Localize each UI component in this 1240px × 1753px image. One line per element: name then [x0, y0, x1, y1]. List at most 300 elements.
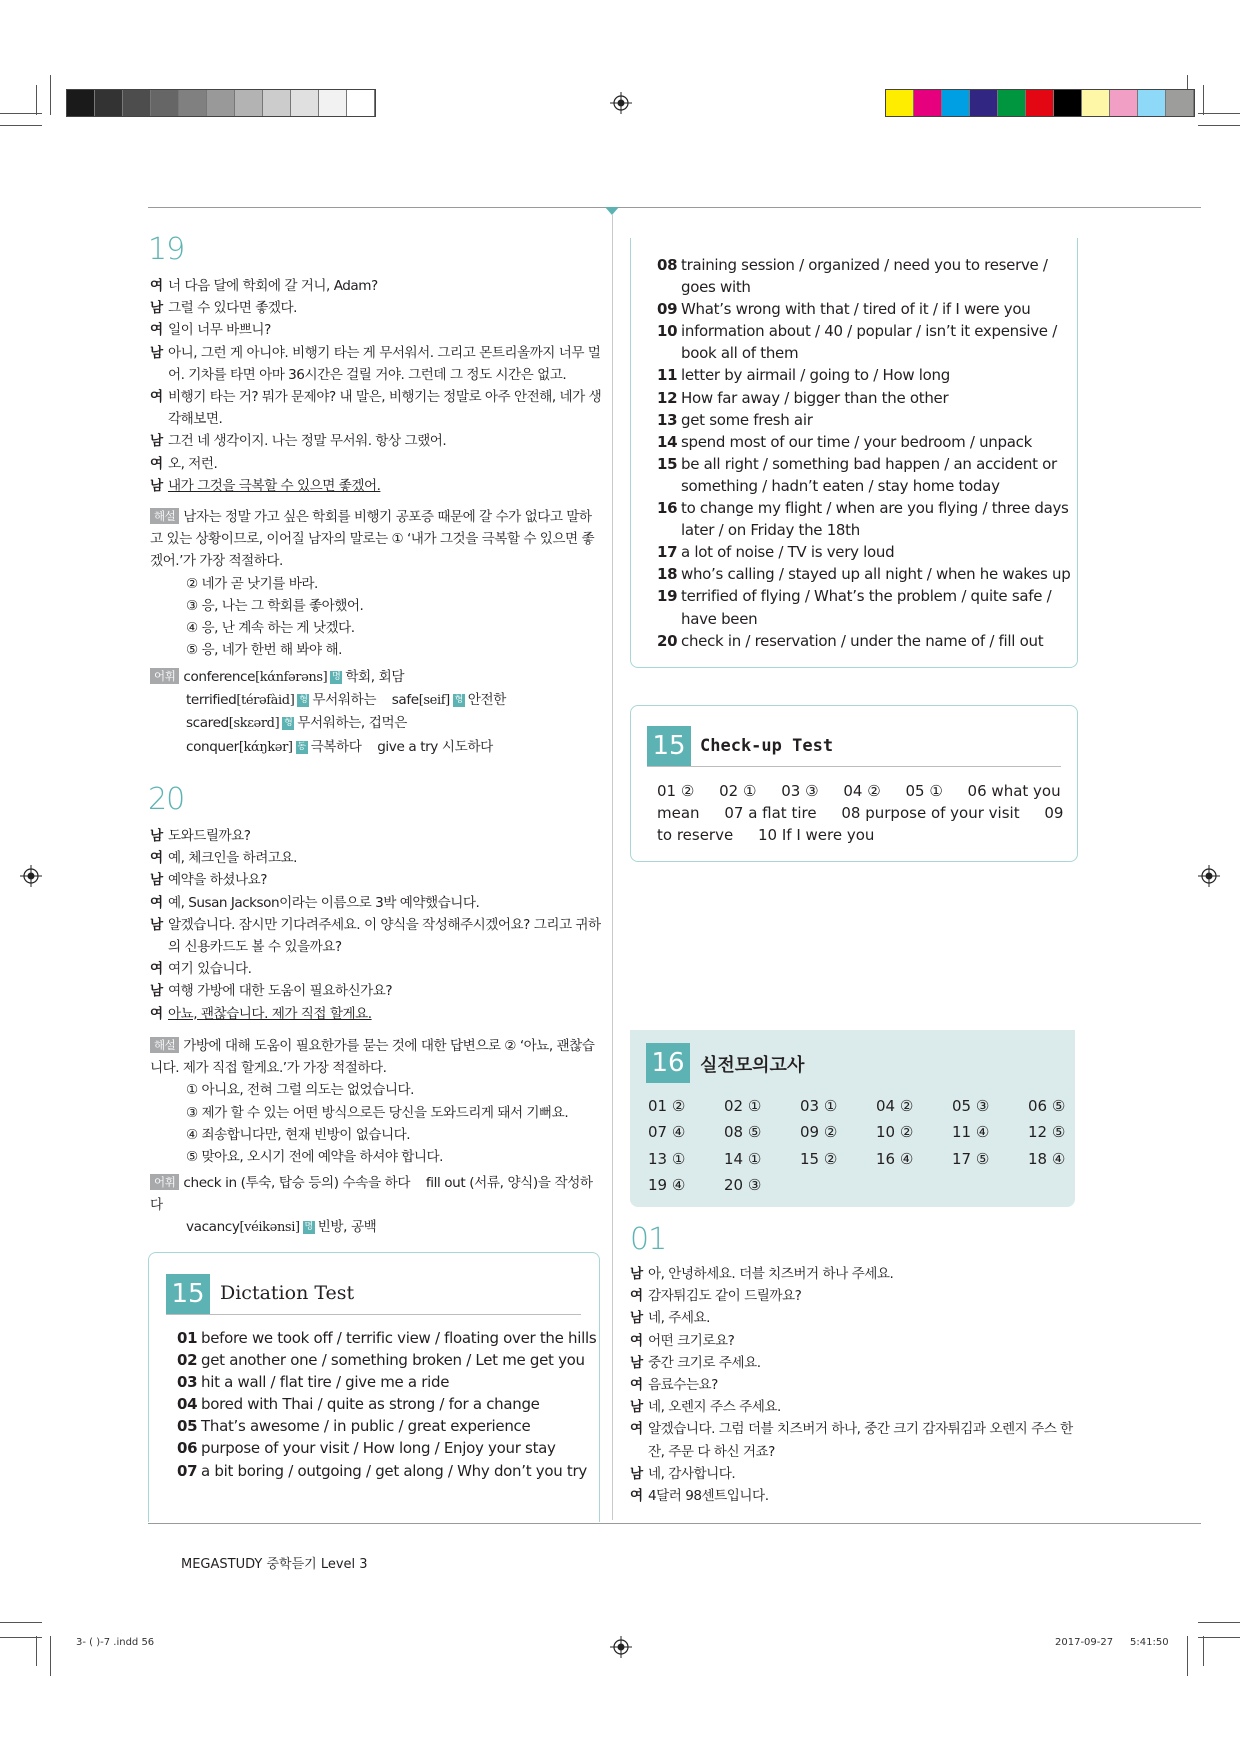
title-rule [647, 766, 1061, 767]
dialogue-text: 음료수는요? [648, 1377, 718, 1394]
vocab-meaning: 시도하다 [441, 738, 493, 755]
answer-value: ① [742, 782, 757, 800]
item-number: 02 [177, 1351, 198, 1370]
slug-file: 3- ( )-7 .indd 56 [76, 1637, 155, 1648]
answer-number: 01 [657, 782, 677, 800]
explanation-text: 남자는 정말 가고 싶은 학회를 비행기 공포증 때문에 갈 수가 없다고 말하고 있는 상황이므로, 이어질 남자의 말로는 ① ‘내가 그것을 극복할 수 있으면 좋겠어.’가 가장 적절하다. [150, 509, 595, 570]
crop-mark [1203, 1636, 1204, 1666]
dialogue-line [630, 1485, 1080, 1507]
vocab-meaning: 무서워하는 [312, 692, 377, 709]
unit-badge: 15 [647, 726, 691, 766]
answer-value: ⑤ [1051, 1123, 1066, 1142]
item-number: 07 [177, 1461, 198, 1480]
answer-number: 04 [876, 1097, 896, 1115]
dialogue-line [630, 1285, 1080, 1307]
crop-mark [36, 1636, 37, 1666]
vocab-word: vacancy [186, 1219, 240, 1236]
speaker-label: 남 [630, 1399, 643, 1416]
answer-value: ④ [671, 1123, 686, 1142]
answer-number: 05 [952, 1097, 972, 1115]
item-number: 12 [657, 388, 678, 407]
answer-number: 19 [648, 1175, 668, 1194]
answer-value: ② [823, 1149, 838, 1168]
pos-badge: 형 [284, 718, 293, 729]
color-swatch [886, 90, 914, 116]
dialogue-line [150, 892, 602, 914]
dialogue-text: 너 다음 달에 학회에 갈 거니, Adam? [168, 278, 378, 294]
pos-badge: 명 [332, 672, 341, 682]
pos-badge: 명 [304, 1222, 313, 1233]
speaker-label: 여 [150, 278, 163, 294]
color-swatch [1110, 90, 1138, 116]
answer-value: ① [823, 1097, 838, 1115]
mock-answer [1028, 1095, 1104, 1117]
dictation-item [657, 387, 1072, 409]
item-answer: hit a wall / flat tire / give me a ride [201, 1373, 450, 1392]
vocab-word: conference [183, 669, 256, 685]
speaker-label: 여 [630, 1421, 643, 1438]
option: ③ 응, 나는 그 학회를 좋아했어. [186, 597, 364, 614]
mock-answer [952, 1121, 1028, 1143]
column-divider [612, 215, 613, 1520]
mock-answer [648, 1121, 724, 1143]
checkup-answer [657, 782, 694, 800]
answer-value: ① [747, 1149, 762, 1168]
dictation-item [177, 1415, 597, 1437]
mock-answer [1028, 1148, 1104, 1170]
answer-number: 11 [952, 1123, 972, 1142]
answer-number: 16 [876, 1149, 896, 1168]
answer-value: ② [867, 782, 881, 800]
dialogue-text: 알겠습니다. 그럼 더블 치즈버거 하나, 중간 크기 감자튀김과 오렌지 주스 한 잔, 주문 다 하신 거죠? [648, 1421, 1073, 1460]
registration-mark-icon [20, 865, 42, 887]
speaker-label: 남 [150, 916, 163, 933]
explanation-tag: 해설 [150, 508, 179, 524]
answer-number: 04 [843, 782, 863, 800]
item-answer: letter by airmail / going to / How long [681, 366, 950, 385]
mock-answer [876, 1095, 952, 1117]
dialogue-text: 오, 저런. [168, 455, 218, 472]
item-number: 03 [177, 1373, 198, 1392]
crop-mark [36, 85, 37, 115]
dialogue-line [150, 980, 602, 1002]
explanation-20 [150, 1035, 602, 1168]
answer-value: purpose of your visit [865, 804, 1020, 822]
color-swatch [942, 90, 970, 116]
answer-number: 15 [800, 1149, 820, 1168]
answer-value: ⑤ [975, 1149, 990, 1168]
dialogue-line [630, 1330, 1080, 1352]
dialogue-text: 아니, 그런 게 아니야. 비행기 타는 게 무서워서. 그리고 몬트리올까지 너무 멀어. 기차를 타면 아마 36시간은 걸릴 거야. 그런데 그 정도 시간은 없고. [168, 344, 601, 383]
mock-answer [876, 1148, 952, 1170]
dictation-item [657, 541, 1072, 563]
dialogue-text: 네, 감사합니다. [648, 1465, 736, 1482]
speaker-label: 남 [630, 1465, 643, 1482]
vocab-meaning: 극복하다 [310, 738, 362, 755]
dictation-item [177, 1460, 597, 1482]
dialogue-text: 어떤 크기로요? [648, 1332, 735, 1349]
answer-number: 01 [648, 1097, 668, 1115]
vocab-meaning: 빈방, 공백 [317, 1219, 377, 1236]
dialogue-line [150, 475, 602, 497]
dialogue-text: 중간 크기로 주세요. [648, 1354, 761, 1371]
dialogue-text: 내가 그것을 극복할 수 있으면 좋겠어. [168, 477, 381, 494]
answer-number: 07 [724, 804, 744, 822]
item-answer: That’s awesome / in public / great experience [201, 1417, 531, 1436]
dictation-item [657, 320, 1072, 364]
item-answer: to change my flight / when are you flying / three days later / on Friday the 18th [681, 499, 1069, 540]
item-number: 20 [657, 631, 678, 650]
vocab-meaning: (투숙, 탑승 등의) 수속을 하다 [240, 1175, 411, 1191]
dialogue-line [630, 1352, 1080, 1374]
dialogue-text: 여기 있습니다. [168, 961, 252, 978]
explanation-19 [150, 506, 602, 661]
option: ③ 제가 할 수 있는 어떤 방식으로든 당신을 도와드리게 돼서 기뻐요. [186, 1104, 569, 1121]
crop-mark [1198, 1637, 1240, 1638]
color-swatch [319, 90, 347, 116]
answer-value: ④ [975, 1123, 990, 1142]
item-answer: a lot of noise / TV is very loud [681, 543, 895, 562]
pos-badge: 형 [454, 695, 463, 706]
speaker-label: 여 [630, 1288, 643, 1305]
item-answer: information about / 40 / popular / isn’t it expensive / book all of them [681, 322, 1057, 363]
dictation-item [657, 364, 1072, 386]
option: ② 네가 곧 낫기를 바라. [186, 575, 318, 592]
mock-answer [952, 1148, 1028, 1170]
dialogue-19 [150, 275, 602, 497]
color-swatch [263, 90, 291, 116]
speaker-label: 남 [630, 1310, 643, 1327]
bottom-rule [148, 1523, 1201, 1524]
dialogue-line [150, 869, 602, 891]
checkup-answer [781, 782, 818, 800]
answer-number: 12 [1028, 1123, 1048, 1142]
item-answer: be all right / something bad happen / an accident or something / hadn’t eaten / stay home today [681, 454, 1057, 495]
answer-number: 09 [800, 1123, 820, 1142]
speaker-label: 남 [150, 872, 163, 889]
dialogue-text: 아뇨, 괜찮습니다. 제가 직접 할게요. [168, 1005, 372, 1022]
dialogue-01 [630, 1263, 1080, 1507]
color-swatch [1138, 90, 1166, 116]
answer-value: ③ [805, 782, 819, 800]
vocab-ipa: [skɛərd] [228, 716, 280, 732]
vocab-ipa: [véikənsi] [239, 1220, 300, 1236]
vocab-ipa: [kάnfərəns] [255, 670, 328, 685]
answer-number: 18 [1028, 1149, 1048, 1168]
vocab-word: check in [183, 1175, 237, 1191]
item-number: 04 [177, 1395, 198, 1414]
dialogue-line [630, 1396, 1080, 1418]
item-answer: before we took off / terrific view / floating over the hills [201, 1329, 597, 1347]
vocab-ipa: [kάŋkər] [238, 739, 293, 755]
answer-value: ① [929, 782, 943, 800]
dictation-item [657, 431, 1072, 453]
box-title: Check-up Test [700, 736, 834, 756]
crop-mark [1187, 1636, 1188, 1676]
dialogue-text: 예약을 하셨나요? [168, 872, 267, 889]
vocab-word: terrified [186, 692, 237, 709]
mock-test-answers [648, 1095, 1078, 1196]
item-number: 08 [657, 256, 678, 274]
item-answer: get another one / something broken / Let me get you [201, 1351, 585, 1370]
item-answer: who’s calling / stayed up all night / when he wakes up [681, 565, 1071, 584]
item-number: 18 [657, 565, 678, 584]
dialogue-line [150, 386, 602, 430]
color-swatch [123, 90, 151, 116]
answer-value: what you mean [657, 782, 1061, 822]
speaker-label: 남 [630, 1354, 643, 1371]
checkup-answer [719, 782, 756, 800]
dictation-item [177, 1393, 597, 1415]
speaker-label: 여 [150, 455, 163, 472]
color-swatch [1082, 90, 1110, 116]
speaker-label: 남 [150, 983, 163, 1000]
registration-mark-icon [1198, 865, 1220, 887]
item-number: 19 [657, 587, 678, 606]
answer-number: 20 [724, 1175, 744, 1194]
item-answer: training session / organized / need you to reserve / goes with [681, 256, 1048, 297]
mock-answer [800, 1148, 876, 1170]
box-title: 실전모의고사 [700, 1055, 805, 1076]
dictation-item [177, 1437, 597, 1459]
top-rule [148, 207, 1201, 208]
color-swatch [179, 90, 207, 116]
answer-number: 08 [724, 1123, 744, 1142]
speaker-label: 여 [150, 322, 163, 339]
crop-mark [1198, 113, 1240, 114]
answer-value: to reserve [657, 826, 734, 844]
dialogue-line [630, 1307, 1080, 1329]
mock-answer [800, 1095, 876, 1117]
answer-value: ⑤ [1051, 1097, 1066, 1115]
unit-badge: 16 [646, 1043, 690, 1083]
answer-number: 06 [967, 782, 987, 800]
dialogue-20 [150, 825, 602, 1025]
item-number: 15 [657, 454, 678, 473]
color-swatch [151, 90, 179, 116]
question-number: 20 [148, 782, 185, 817]
dictation-item [177, 1349, 597, 1371]
vocab-19 [150, 666, 602, 759]
answer-number: 06 [1028, 1097, 1048, 1115]
answer-value: ④ [1051, 1149, 1066, 1168]
option: ① 아니요, 전혀 그럴 의도는 없었습니다. [186, 1082, 414, 1099]
answer-number: 17 [952, 1149, 972, 1168]
dialogue-line [150, 847, 602, 869]
dictation-item [657, 497, 1072, 541]
registration-mark-icon [610, 92, 632, 114]
option: ④ 응, 난 계속 하는 게 낫겠다. [186, 620, 355, 637]
item-number: 13 [657, 410, 678, 429]
color-swatch [235, 90, 263, 116]
answer-number: 10 [758, 826, 778, 844]
dialogue-text: 도와드릴까요? [168, 828, 251, 844]
dialogue-line [150, 430, 602, 452]
vocab-ipa: [térəfàid] [236, 693, 295, 709]
process-color-bar [885, 89, 1195, 117]
answer-number: 02 [724, 1097, 744, 1115]
speaker-label: 여 [150, 1005, 163, 1022]
mock-answer [724, 1121, 800, 1143]
mock-answer [724, 1148, 800, 1170]
color-swatch [95, 90, 123, 116]
checkup-answer [724, 804, 816, 822]
answer-value: ② [899, 1123, 914, 1142]
answer-value: If I were you [781, 826, 875, 844]
vocab-word: conquer [186, 738, 239, 755]
answer-value: ⑤ [747, 1123, 762, 1142]
item-number: 11 [657, 366, 678, 385]
dialogue-line [630, 1418, 1080, 1462]
answer-value: ① [747, 1097, 762, 1115]
mock-answer [724, 1095, 800, 1117]
speaker-label: 남 [150, 477, 163, 494]
item-answer: bored with Thai / quite as strong / for a change [201, 1395, 540, 1414]
item-number: 14 [657, 432, 678, 451]
answer-value: ③ [747, 1175, 762, 1194]
speaker-label: 여 [630, 1332, 643, 1349]
title-rule [166, 1314, 581, 1315]
color-swatch [970, 90, 998, 116]
dictation-item [657, 254, 1072, 298]
speaker-label: 남 [150, 828, 163, 844]
color-swatch [207, 90, 235, 116]
color-swatch [291, 90, 319, 116]
checkup-answer [758, 826, 874, 844]
mock-answer [952, 1095, 1028, 1117]
crop-mark [0, 113, 42, 114]
dictation-item [657, 563, 1072, 585]
speaker-label: 남 [630, 1266, 643, 1282]
crop-mark [50, 1636, 51, 1676]
checkup-answers [657, 780, 1065, 846]
book-footer: MEGASTUDY 중학듣기 Level 3 [181, 1557, 368, 1572]
answer-number: 14 [724, 1149, 744, 1168]
option: ⑤ 맞아요, 오시기 전에 예약을 하셔야 합니다. [186, 1149, 443, 1166]
answer-value: ② [680, 782, 695, 800]
vocab-20 [150, 1172, 602, 1240]
gray-color-bar [66, 89, 376, 117]
color-swatch [347, 90, 375, 116]
item-number: 09 [657, 300, 678, 319]
dialogue-line [630, 1463, 1080, 1485]
pos-badge: 형 [299, 695, 308, 706]
dictation-item [657, 298, 1072, 320]
vocab-word: scared [186, 715, 229, 732]
dictation-item [657, 453, 1072, 497]
dialogue-text: 감자튀김도 같이 드릴까요? [648, 1288, 802, 1305]
dialogue-text: 아, 안녕하세요. 더블 치즈버거 하나 주세요. [648, 1266, 894, 1282]
dialogue-text: 그건 네 생각이지. 나는 정말 무서워. 항상 그랬어. [168, 433, 447, 450]
mock-answer [648, 1174, 724, 1196]
crop-mark [1198, 1622, 1240, 1623]
vocab-meaning: 무서워하는, 겁먹은 [297, 715, 407, 732]
item-number: 16 [657, 499, 678, 518]
dictation-item [177, 1327, 597, 1349]
answer-number: 03 [781, 782, 801, 800]
item-number: 17 [657, 543, 678, 562]
vocab-word: give a try [377, 738, 438, 755]
dictation-item [657, 409, 1072, 431]
speaker-label: 여 [630, 1377, 643, 1394]
vocab-tag: 어휘 [150, 1174, 179, 1190]
dialogue-line [150, 275, 602, 297]
dialogue-text: 네, 주세요. [648, 1310, 710, 1327]
answer-value: ① [671, 1149, 686, 1168]
answer-value: ② [823, 1123, 838, 1142]
crop-mark [0, 1622, 42, 1623]
vocab-word: fill out [425, 1175, 466, 1191]
checkup-answer [843, 782, 880, 800]
unit-badge: 15 [166, 1274, 210, 1314]
dialogue-line [150, 958, 602, 980]
dialogue-line [150, 453, 602, 475]
vocab-meaning: (서류, 양식)을 작성하다 [150, 1175, 593, 1214]
explanation-tag: 해설 [150, 1037, 179, 1053]
item-answer: a bit boring / outgoing / get along / Why don’t you try [201, 1461, 587, 1480]
dialogue-text: 여행 가방에 대한 도움이 필요하신가요? [168, 983, 393, 1000]
item-number: 05 [177, 1417, 198, 1436]
item-number: 06 [177, 1439, 198, 1458]
vocab-word: safe [391, 692, 419, 709]
dialogue-line [150, 1003, 602, 1025]
item-answer: check in / reservation / under the name of / fill out [681, 631, 1044, 650]
dialogue-text: 그럴 수 있다면 좋겠다. [168, 300, 297, 317]
speaker-label: 남 [150, 433, 163, 450]
speaker-label: 여 [630, 1488, 643, 1505]
mock-answer [648, 1095, 724, 1117]
question-number: 19 [148, 232, 185, 267]
mock-answer [724, 1174, 800, 1196]
vocab-tag: 어휘 [150, 668, 179, 684]
vocab-ipa: [seif] [418, 693, 450, 709]
dialogue-text: 4달러 98센트입니다. [648, 1488, 769, 1505]
question-number: 01 [630, 1222, 667, 1257]
item-number: 01 [177, 1329, 198, 1347]
speaker-label: 남 [150, 344, 163, 361]
dialogue-line [150, 342, 602, 386]
mock-answer [648, 1148, 724, 1170]
dictation-list-left [177, 1327, 597, 1482]
explanation-text: 가방에 대해 도움이 필요한가를 묻는 것에 대한 답변으로 ② ‘아뇨, 괜찮습니다. 제가 직접 할게요.’가 가장 적절하다. [150, 1038, 595, 1077]
color-swatch [1026, 90, 1054, 116]
dialogue-text: 일이 너무 바쁘니? [168, 322, 271, 339]
answer-value: ④ [671, 1175, 686, 1194]
speaker-label: 여 [150, 961, 163, 978]
dialogue-text: 예, 체크인을 하려고요. [168, 850, 297, 867]
answer-number: 02 [719, 782, 739, 800]
dialogue-line [150, 825, 602, 847]
color-swatch [914, 90, 942, 116]
dialogue-line [150, 914, 602, 958]
option: ④ 죄송합니다만, 현재 빈방이 없습니다. [186, 1126, 411, 1143]
crop-mark [1203, 85, 1204, 115]
answer-number: 13 [648, 1149, 668, 1168]
item-answer: How far away / bigger than the other [681, 388, 949, 407]
registration-mark-icon [610, 1636, 632, 1658]
answer-number: 10 [876, 1123, 896, 1142]
answer-number: 07 [648, 1123, 668, 1142]
answer-value: ② [899, 1097, 914, 1115]
color-swatch [1054, 90, 1082, 116]
checkup-answer [905, 782, 942, 800]
crop-mark [1198, 125, 1240, 126]
item-answer: What’s wrong with that / tired of it / if I were you [681, 300, 1031, 319]
speaker-label: 여 [150, 850, 163, 867]
answer-value: ④ [899, 1149, 914, 1168]
slug-time: 5:41:50 [1130, 1637, 1169, 1648]
answer-number: 03 [800, 1097, 820, 1115]
